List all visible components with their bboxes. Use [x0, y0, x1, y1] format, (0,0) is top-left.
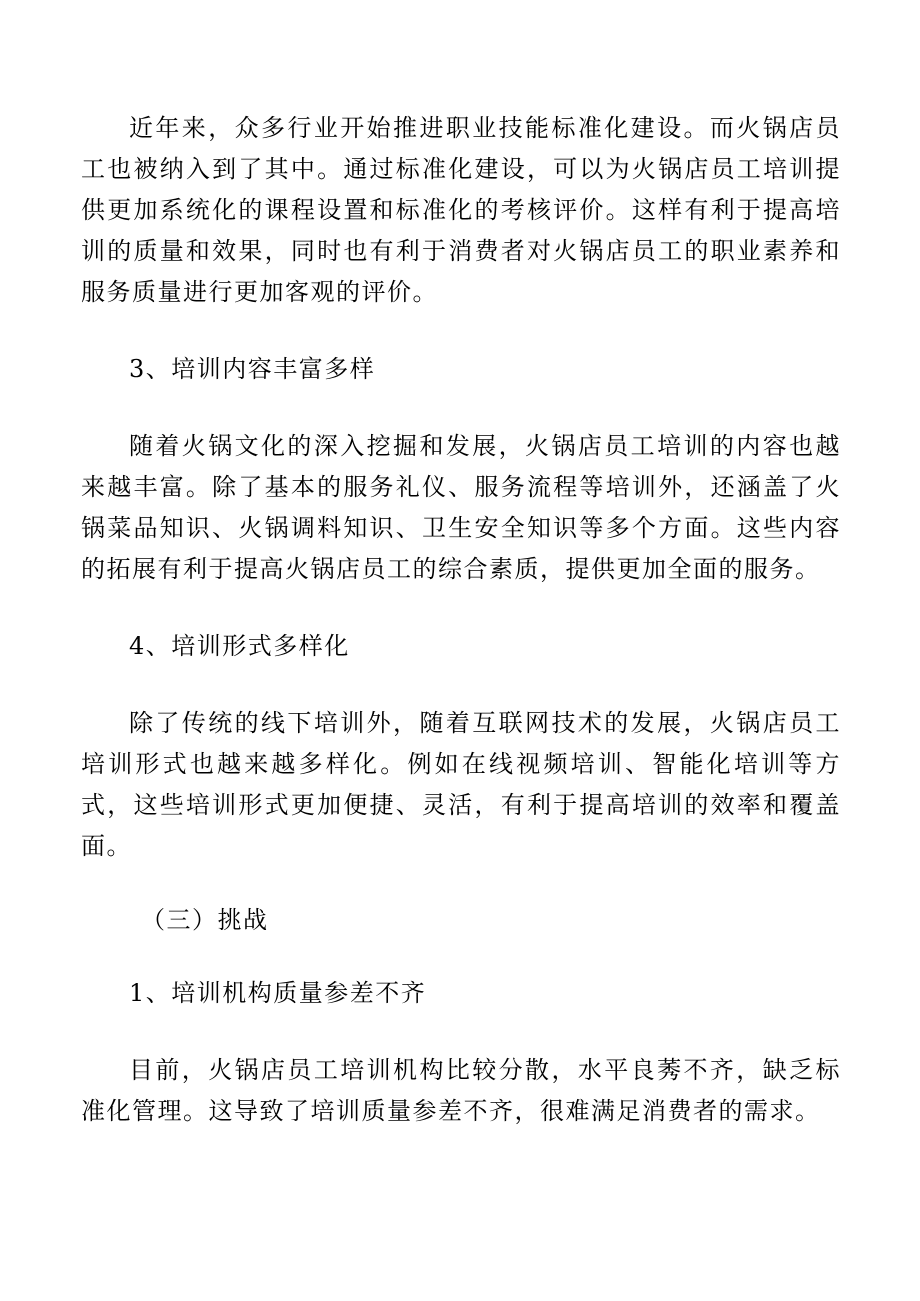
paragraph-training-forms: 除了传统的线下培训外，随着互联网技术的发展，火锅店员工培训形式也越来越多样化。例如在线视频培训、智能化培训等方式，这些培训形式更加便捷、灵活，有利于提高培训的效率和覆盖面。 — [81, 709, 841, 860]
spacer — [81, 867, 841, 900]
document-body — [81, 108, 841, 1132]
paragraph-institution-quality: 目前，火锅店员工培训机构比较分散，水平良莠不齐，缺乏标准化管理。这导致了培训质量参差不齐，很难满足消费者的需求。 — [81, 1056, 841, 1125]
spacer — [81, 1014, 841, 1050]
heading-institution-quality: 1、培训机构质量参差不齐 — [129, 979, 427, 1007]
spacer — [81, 667, 841, 703]
heading-training-forms: 4、培训形式多样化 — [129, 632, 350, 660]
section-title-challenges: （三）挑战 — [141, 906, 269, 934]
spacer — [81, 390, 841, 426]
paragraph-training-content: 随着火锅文化的深入挖掘和发展，火锅店员工培训的内容也越来越丰富。除了基本的服务礼仪、服务流程等培训外，还涵盖了火锅菜品知识、火锅调料知识、卫生安全知识等多个方面。这些内容的拓展有利于提高火锅店员工的综合素质，提供更加全面的服务。 — [81, 432, 841, 583]
heading-training-content: 3、培训内容丰富多样 — [129, 355, 376, 383]
spacer — [81, 313, 841, 349]
spacer — [81, 941, 841, 973]
spacer — [81, 590, 841, 626]
paragraph-standardization: 近年来，众多行业开始推进职业技能标准化建设。而火锅店员工也被纳入到了其中。通过标准化建设，可以为火锅店员工培训提供更加系统化的课程设置和标准化的考核评价。这样有利于提高培训的质量和效果，同时也有利于消费者对火锅店员工的职业素养和服务质量进行更加客观的评价。 — [81, 114, 841, 306]
